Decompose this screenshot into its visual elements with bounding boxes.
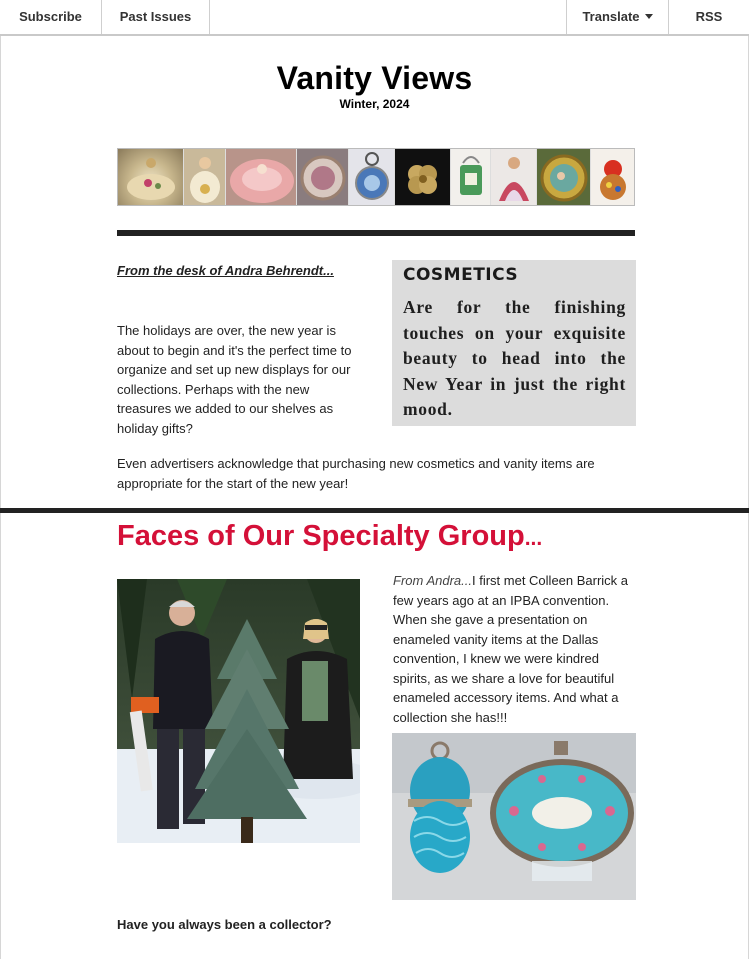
banner-image-round-compact	[297, 149, 349, 205]
banner-image-green-bag	[451, 149, 491, 205]
faces-intro-text: I first met Colleen Barrick a few years ago at an IPBA convention. When she gave a presentation on enameled vanity items at the Dallas convention, I knew we were kindred spirits, as we share a love for beautiful enameled accessory items. And what a collection she has!!!	[393, 573, 629, 725]
advertisers-paragraph: Even advertisers acknowledge that purchasing new cosmetics and vanity items are appropriate for the start of the new year!	[117, 456, 595, 491]
clipping-text: Are for the finishing touches on your exquisite beauty to head into the New Year in just the right mood.	[403, 297, 626, 419]
banner-image-figurine	[184, 149, 226, 205]
section-divider-full	[0, 508, 749, 513]
subscribe-link[interactable]: Subscribe	[19, 9, 82, 24]
banner-image-pouch	[118, 149, 184, 205]
translate-label: Translate	[582, 9, 640, 24]
cosmetics-ad-clipping	[392, 260, 636, 426]
issue-date: Winter, 2024	[339, 97, 410, 111]
section-heading	[117, 520, 542, 553]
faces-intro-paragraph	[393, 571, 638, 727]
couple-with-tree-photo	[117, 579, 360, 843]
translate-dropdown[interactable]	[567, 0, 668, 34]
banner-image-doll	[491, 149, 537, 205]
banner-image-blue-purse	[349, 149, 395, 205]
banner-image-pink-compact	[226, 149, 297, 205]
enamel-items-photo	[392, 733, 636, 900]
top-nav-bar	[0, 0, 749, 36]
page-border-left	[0, 36, 1, 959]
section-heading-text: Faces of Our Specialty Group	[117, 520, 525, 552]
banner-image-gold-flower	[395, 149, 451, 205]
past-issues-link[interactable]: Past Issues	[119, 9, 192, 24]
banner-image-clown	[591, 149, 634, 205]
interview-question: Have you always been a collector?	[117, 917, 332, 932]
editor-desk-link[interactable]: From the desk of Andra Behrendt...	[117, 263, 334, 278]
clipping-heading: COSMETICS	[403, 265, 519, 285]
rss-link[interactable]: RSS	[695, 9, 723, 24]
page-title: Vanity Views	[276, 60, 473, 96]
vanity-items-banner	[117, 148, 635, 206]
section-heading-ellipsis: ...	[524, 527, 543, 550]
banner-image-painted-compact	[537, 149, 591, 205]
nav-divider	[209, 0, 210, 34]
chevron-down-icon	[645, 14, 653, 19]
section-divider	[117, 230, 635, 236]
intro-paragraph: The holidays are over, the new year is about to begin and it's the perfect time to organize and set up new displays for our collections. Perhaps with the new treasures we added to our shelves as holiday gifts?	[117, 323, 352, 436]
from-andra-label: From Andra...	[393, 573, 472, 588]
